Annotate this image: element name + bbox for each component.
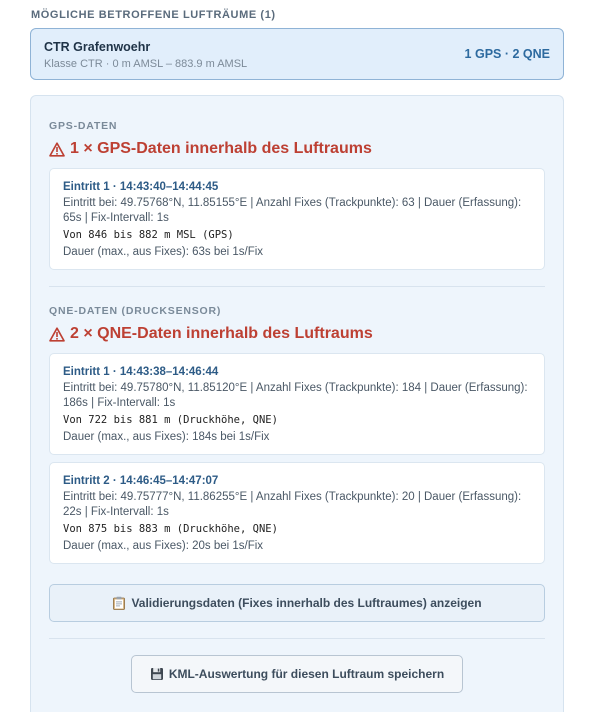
entry-title: Eintritt 1 · 14:43:38–14:46:44 [63, 366, 219, 378]
entry-altitude: Von 722 bis 881 m (Druckhöhe, QNE) [63, 414, 278, 426]
airspace-card-ctr-grafenwoehr[interactable] [30, 28, 564, 80]
gps-entry-card [49, 168, 545, 270]
qne-warning-text: 2 × QNE-Daten innerhalb des Luftraums [70, 325, 373, 342]
floppy-disk-icon [150, 667, 164, 681]
save-kml-button[interactable] [131, 655, 463, 693]
validate-button-label: Validierungsdaten (Fixes innerhalb des Luftraumes) anzeigen [131, 596, 482, 610]
qne-entry-card-2 [49, 462, 545, 564]
entry-duration: Dauer (max., aus Fixes): 184s bei 1s/Fix [63, 431, 270, 443]
airspace-detail-panel [30, 95, 564, 712]
entry-duration: Dauer (max., aus Fixes): 20s bei 1s/Fix [63, 540, 264, 552]
qne-entry-card-1 [49, 353, 545, 455]
gps-section-label: GPS-DATEN [49, 120, 118, 132]
clipboard-icon [112, 596, 126, 610]
qne-section-label: QNE-DATEN (DRUCKSENSOR) [49, 305, 222, 317]
airspace-class-altitude: Klasse CTR · 0 m AMSL – 883.9 m AMSL [44, 58, 248, 70]
entry-info: Eintritt bei: 49.75777°N, 11.86255°E | Anzahl Fixes (Trackpunkte): 20 | Dauer (Erfassung): 22s | Fix-Intervall: 1s [63, 491, 522, 518]
kml-button-label: KML-Auswertung für diesen Luftraum speichern [168, 667, 445, 681]
entry-altitude: Von 875 bis 883 m (Druckhöhe, QNE) [63, 523, 278, 535]
entry-duration: Dauer (max., aus Fixes): 63s bei 1s/Fix [63, 246, 264, 258]
warning-triangle-icon [49, 142, 65, 157]
qne-warning-heading [49, 325, 373, 343]
entry-title: Eintritt 1 · 14:43:40–14:44:45 [63, 181, 219, 193]
entry-altitude: Von 846 bis 882 m MSL (GPS) [63, 229, 234, 241]
show-validation-data-button[interactable] [49, 584, 545, 622]
entry-info: Eintritt bei: 49.75768°N, 11.85155°E | Anzahl Fixes (Trackpunkte): 63 | Dauer (Erfassung): 65s | Fix-Intervall: 1s [63, 197, 522, 224]
section-heading: MÖGLICHE BETROFFENE LUFTRÄUME (1) [31, 9, 276, 21]
section-divider [49, 286, 545, 287]
gps-warning-text: 1 × GPS-Daten innerhalb des Luftraums [70, 140, 372, 157]
entry-info: Eintritt bei: 49.75780°N, 11.85120°E | Anzahl Fixes (Trackpunkte): 184 | Dauer (Erfassung): 186s | Fix-Intervall: 1s [63, 382, 528, 409]
airspace-name: CTR Grafenwoehr [44, 40, 151, 54]
section-divider [49, 638, 545, 639]
airspace-fix-counts: 1 GPS · 2 QNE [464, 47, 550, 61]
entry-title: Eintritt 2 · 14:46:45–14:47:07 [63, 475, 219, 487]
gps-warning-heading [49, 140, 372, 158]
warning-triangle-icon [49, 327, 65, 342]
